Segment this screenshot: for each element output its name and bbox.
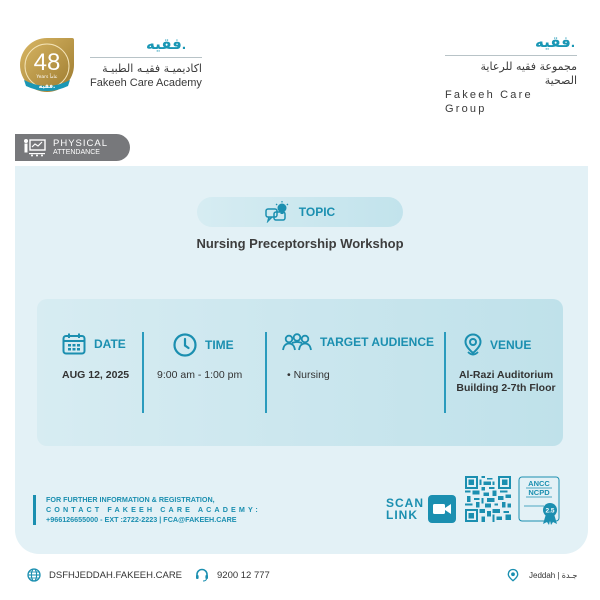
date-label: DATE <box>94 337 126 351</box>
svg-text:ANCC: ANCC <box>528 479 550 488</box>
headset-icon <box>195 568 209 582</box>
svg-text:Years عاماً: Years عاماً <box>36 75 58 80</box>
time-value: 9:00 am - 1:00 pm <box>157 369 243 381</box>
topic-pill <box>197 197 403 227</box>
attendance-tag <box>15 134 130 161</box>
group-name-ar: مجموعة فقيه للرعاية الصحية <box>480 60 577 87</box>
time-label: TIME <box>205 338 234 352</box>
attendance-label <box>53 139 108 157</box>
logo-divider <box>90 57 202 58</box>
scan-line2: LINK <box>386 508 418 522</box>
video-camera-icon <box>428 495 456 523</box>
column-divider <box>444 332 446 413</box>
phone-link[interactable] <box>195 568 270 582</box>
audience-value: • Nursing <box>287 369 330 381</box>
venue-label: VENUE <box>490 338 532 352</box>
scan-link[interactable] <box>386 495 456 523</box>
topic-label: TOPIC <box>298 205 336 219</box>
date-value: AUG 12, 2025 <box>62 369 130 381</box>
anniversary-badge-icon <box>18 36 76 94</box>
anniversary-badge <box>18 36 76 94</box>
location-pin-icon <box>507 568 519 583</box>
clock-icon <box>173 333 197 357</box>
details-card <box>37 299 563 446</box>
svg-text:NCPD: NCPD <box>528 488 550 497</box>
academy-brand: فقيه. <box>145 36 186 53</box>
group-name-en: Fakeeh Care Group <box>445 89 533 115</box>
venue-line2: Building 2-7th Floor <box>456 382 556 394</box>
group-icon <box>282 333 312 351</box>
presentation-icon <box>23 138 47 158</box>
contact-line1: FOR FURTHER INFORMATION & REGISTRATION, <box>46 495 215 504</box>
svg-text:فقيه.: فقيه. <box>38 83 56 90</box>
calendar-icon <box>62 333 86 355</box>
academy-logo <box>90 38 202 90</box>
globe-icon <box>27 568 41 582</box>
attendance-line1: PHYSICAL <box>53 137 108 149</box>
svg-text:2.5: 2.5 <box>545 507 555 515</box>
qr-code[interactable] <box>465 476 511 522</box>
contact-info <box>33 495 261 525</box>
scan-line1: SCAN <box>386 496 425 510</box>
idea-chat-icon <box>265 201 291 223</box>
phone-text: 9200 12 777 <box>217 569 270 581</box>
attendance-line2: ATTENDANCE <box>53 148 100 156</box>
website-text: DSFHJEDDAH.FAKEEH.CARE <box>49 569 183 581</box>
ancc-ncpd-certificate-icon <box>518 476 560 526</box>
academy-name-en: Fakeeh Care Academy <box>90 77 202 89</box>
venue-column <box>449 299 563 446</box>
column-divider <box>265 332 267 413</box>
venue-value <box>449 369 563 395</box>
academy-name-ar: اكاديميـة فقيـه الطبيـة <box>102 62 202 75</box>
audience-label: TARGET AUDIENCE <box>320 335 434 349</box>
logo-divider <box>445 55 577 56</box>
group-brand: فقيه. <box>534 34 575 51</box>
website-link[interactable] <box>27 568 182 582</box>
scan-label <box>386 497 424 521</box>
group-logo <box>445 36 577 116</box>
location-text: Jeddah | جـدة <box>529 571 578 580</box>
location-pin-icon <box>464 333 482 357</box>
location <box>507 568 577 583</box>
venue-line1: Al-Razi Auditorium <box>458 369 554 381</box>
svg-text:48: 48 <box>33 49 61 76</box>
contact-line3: +966126655000 - EXT :2722-2223 | FCA@FAKEEH.CARE <box>46 515 237 524</box>
contact-line2: CONTACT FAKEEH CARE ACADEMY: <box>46 505 261 514</box>
column-divider <box>142 332 144 413</box>
topic-title: Nursing Preceptorship Workshop <box>196 236 404 251</box>
